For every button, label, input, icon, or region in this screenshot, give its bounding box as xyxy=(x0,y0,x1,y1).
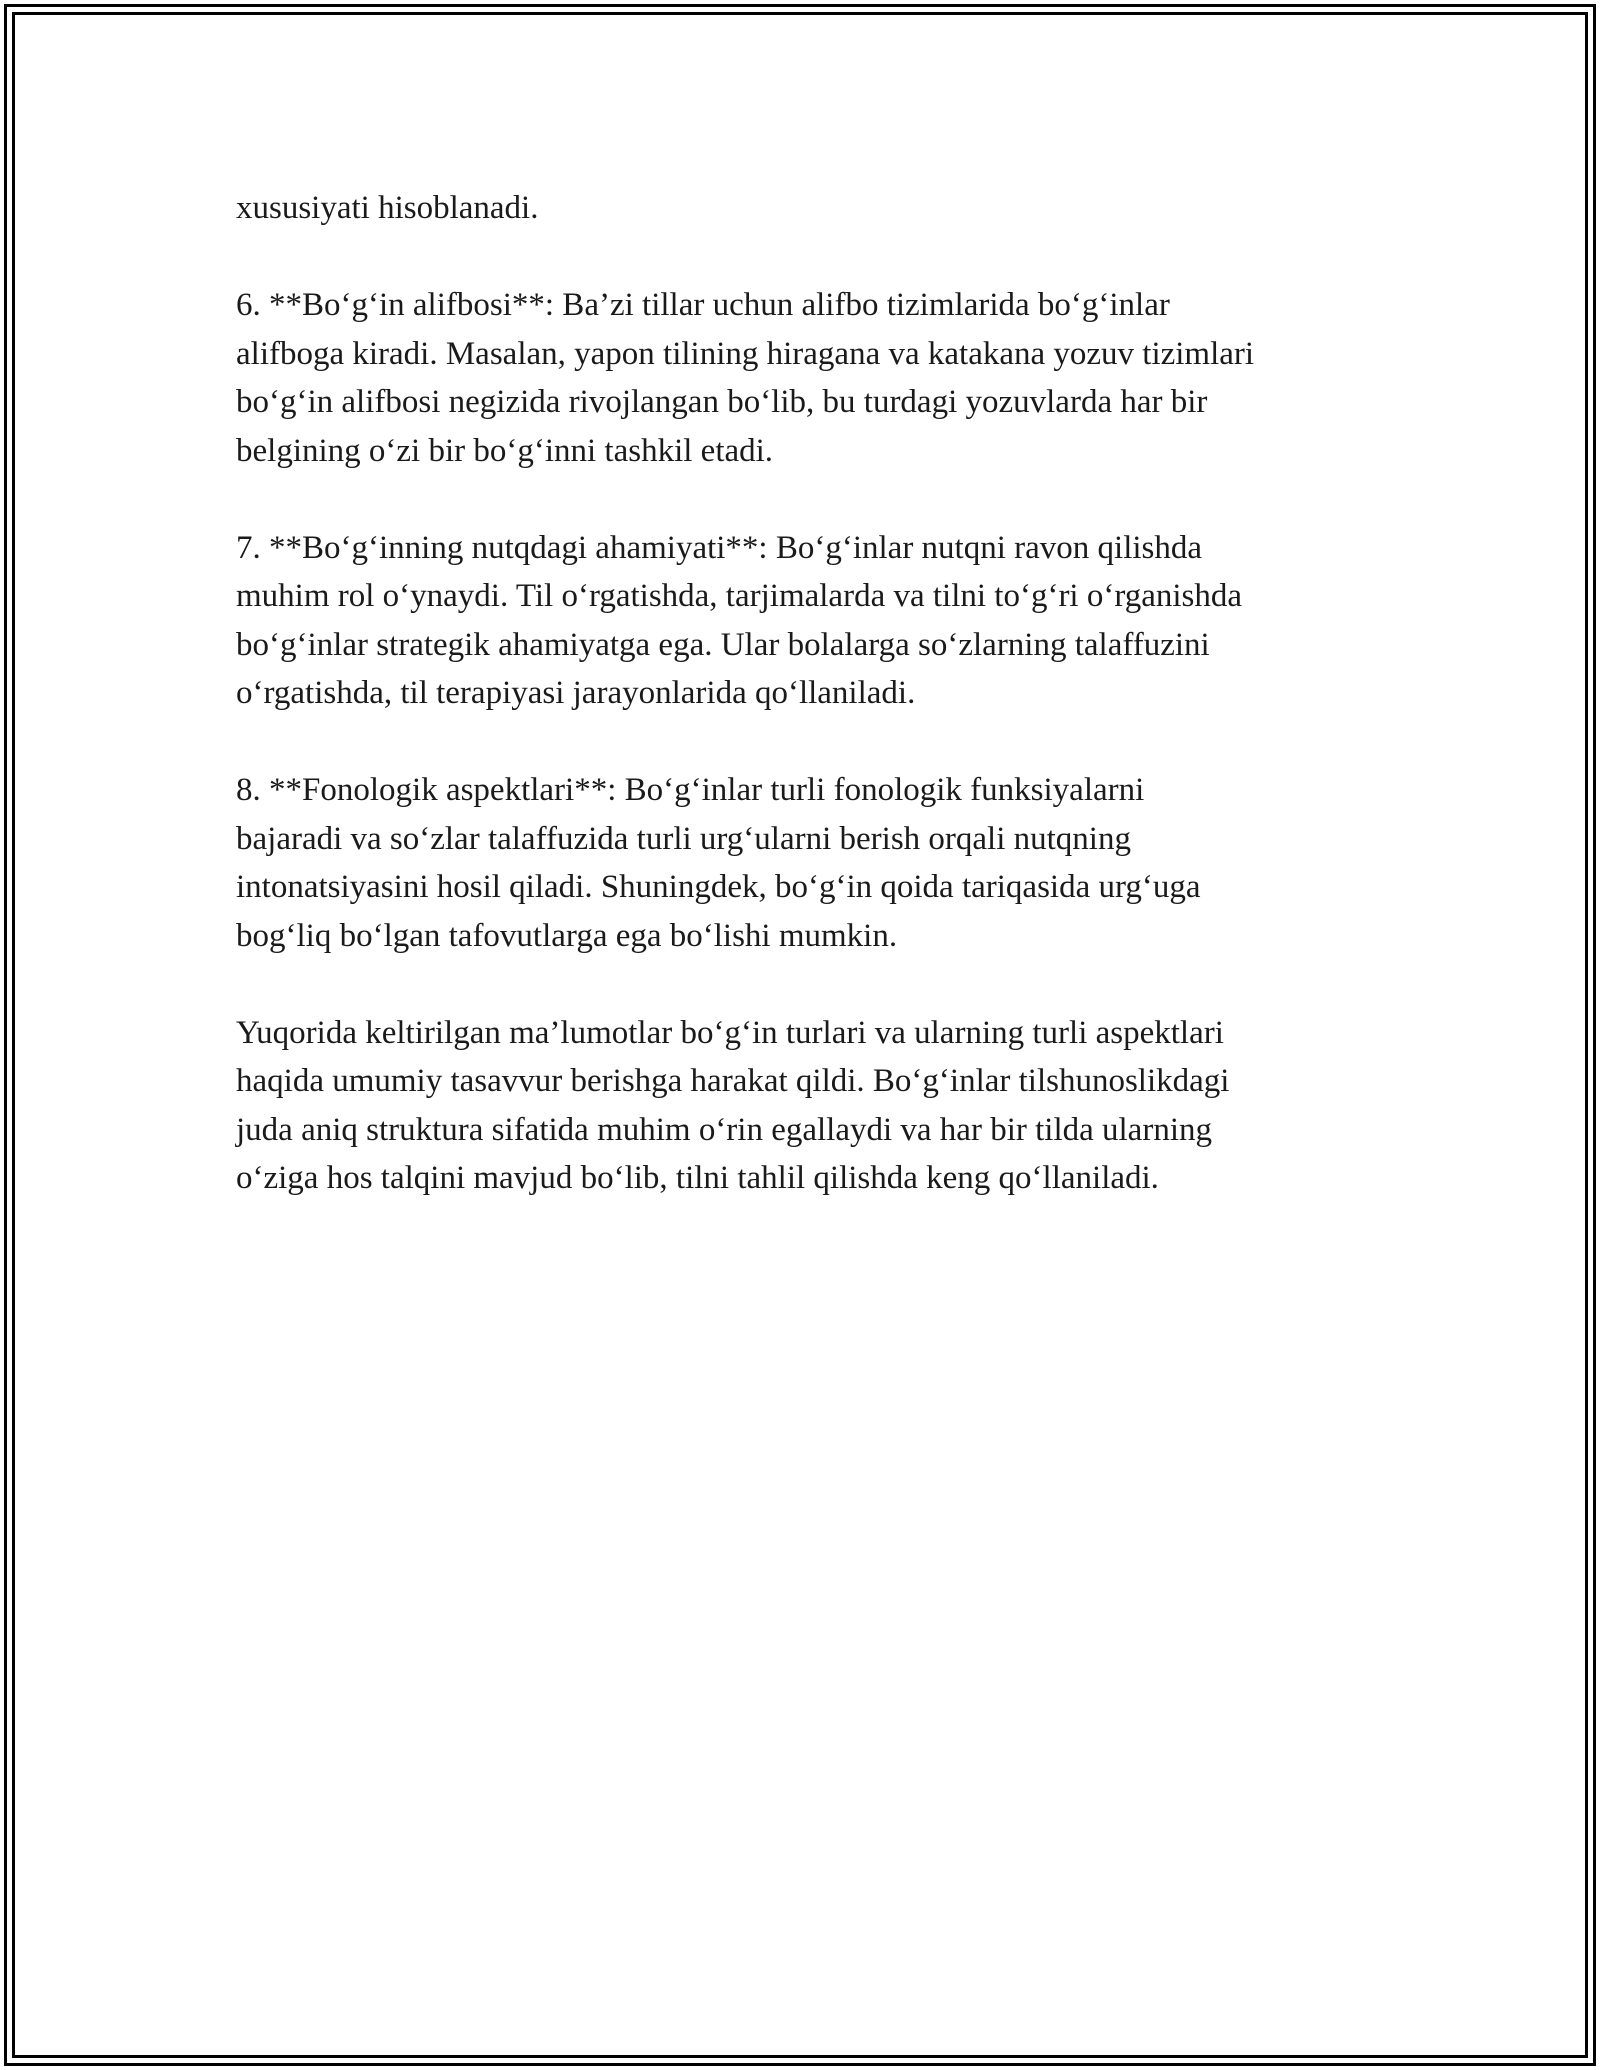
text-line: haqida umumiy tasavvur berishga harakat qildi. Bo‘g‘inlar tilshunoslikdagi xyxy=(236,1063,1230,1099)
text-line: belgining o‘zi bir bo‘g‘inni tashkil etadi. xyxy=(236,432,774,469)
text-line: muhim rol o‘ynaydi. Til o‘rgatishda, tarjimalarda va tilni to‘g‘ri o‘rganishda xyxy=(236,578,1243,614)
text-line: bo‘g‘inlar strategik ahamiyatga ega. Ular bolalarga so‘zlarning talaffuzini xyxy=(236,626,1210,663)
text-line: 7. **Bo‘g‘inning nutqdagi ahamiyati**: Bo‘g‘inlar nutqni ravon qilishda xyxy=(236,529,1203,566)
text-line: xususiyati hisoblanadi. xyxy=(236,190,539,226)
text-line: bo‘g‘in alifbosi negizida rivojlangan bo‘lib, bu turdagi yozuvlarda har bir xyxy=(236,384,1208,420)
text-line: juda aniq struktura sifatida muhim o‘rin egallaydi va har bir tilda ularning xyxy=(236,1111,1212,1148)
paragraph-conclusion xyxy=(236,1009,1386,1203)
paragraph-speech-importance xyxy=(236,524,1386,718)
text-line: 8. **Fonologik aspektlari**: Bo‘g‘inlar turli fonologik funksiyalarni xyxy=(236,772,1145,808)
text-line: o‘rgatishda, til terapiyasi jarayonlarida qo‘llaniladi. xyxy=(236,675,916,711)
text-line: o‘ziga hos talqini mavjud bo‘lib, tilni tahlil qilishda keng qo‘llaniladi. xyxy=(236,1160,1159,1196)
document-body xyxy=(236,184,1386,1251)
text-line: bog‘liq bo‘lgan tafovutlarga ega bo‘lishi mumkin. xyxy=(236,917,898,954)
text-line: 6. **Bo‘g‘in alifbosi**: Ba’zi tillar uchun alifbo tizimlarida bo‘g‘inlar xyxy=(236,287,1170,323)
paragraph-continuation xyxy=(236,184,1386,233)
text-line: Yuqorida keltirilgan ma’lumotlar bo‘g‘in turlari va ularning turli aspektlari xyxy=(236,1014,1224,1051)
paragraph-phonology xyxy=(236,766,1386,960)
text-line: bajaradi va so‘zlar talaffuzida turli urg‘ularni berish orqali nutqning xyxy=(236,820,1131,857)
text-line: alifboga kiradi. Masalan, yapon tilining hiragana va katakana yozuv tizimlari xyxy=(236,335,1255,372)
text-line: intonatsiyasini hosil qiladi. Shuningdek, bo‘g‘in qoida tariqasida urg‘uga xyxy=(236,869,1201,905)
paragraph-syllabary xyxy=(236,281,1386,475)
